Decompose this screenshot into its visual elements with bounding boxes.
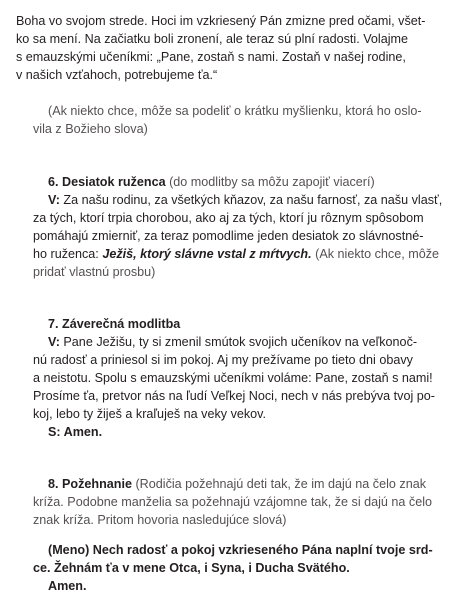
section7-line-2: nú radosť a priniesol si im pokoj. Aj my prežívame po tieto dni obavy: [33, 353, 413, 367]
section6-line-5: pridať vlastnú prosbu): [33, 265, 156, 279]
section6-line-4: [33, 246, 439, 264]
section6-line-4-note: (Ak niekto chce, môže: [311, 247, 440, 261]
section6-line-2: za tých, ktorí trpia chorobou, ako aj za tých, ktorí ju rôznym spôsobom: [33, 211, 424, 225]
section7-heading: 7. Záverečná modlitba: [48, 317, 181, 331]
intro-note-line-2: vila z Božieho slova): [33, 122, 148, 136]
section7-response: S: Amen.: [48, 425, 103, 439]
section6-line-1: [48, 192, 442, 210]
intro-note-line-1: (Ak niekto chce, môže sa podeliť o krátku myšlienku, ktorá ho oslo-: [48, 104, 422, 118]
section7-line-1-text: Pane Ježišu, ty si zmenil smútok svojich učeníkov na veľkonoč-: [59, 335, 418, 349]
intro-line-1: Boha vo svojom strede. Hoci im vzkriesený Pán zmizne pred očami, všet-: [16, 14, 426, 28]
section6-line-3: pomáhajú zmierniť, za teraz pomodlime jeden desiatok zo slávnostné-: [33, 229, 424, 243]
section6-v-label: V:: [48, 193, 60, 207]
section8-note-line-1: (Rodičia požehnajú deti tak, že im dajú na čelo znak: [131, 477, 427, 491]
section6-heading-note: (do modlitby sa môžu zapojiť viacerí): [165, 175, 375, 189]
section7-line-3: a neistotu. Spolu s emauzskými učeníkmi voláme: Pane, zostaň s nami!: [33, 371, 433, 385]
closing-line-2: ce. Žehnám ťa v mene Otca, i Syna, i Ducha Svätého.: [33, 561, 350, 575]
section6-line-1-text: Za našu rodinu, za všetkých kňazov, za našu farnosť, za našu vlasť,: [59, 193, 443, 207]
section7-v-label: V:: [48, 335, 60, 349]
section8-note-line-3: znak kríža. Pritom hovoria nasledujúce slová): [33, 513, 287, 527]
section7-line-5: koj, lebo ty žiješ a kraľuješ na veky vekov.: [33, 407, 267, 421]
section6-heading-line: [48, 174, 375, 192]
closing-amen: Amen.: [48, 579, 87, 593]
section7-line-4: Prosíme ťa, pretvor nás na ľudí Veľkej Noci, nech v nás prebýva tvoj po-: [33, 389, 435, 403]
section8-heading: 8. Požehnanie: [48, 477, 132, 491]
section8-heading-line: [48, 476, 426, 494]
closing-line-1: (Meno) Nech radosť a pokoj vzkrieseného Pána naplní tvoje srd-: [48, 543, 433, 557]
section6-line-4-start: ho ruženca:: [33, 247, 103, 261]
intro-line-4: v našich vzťahoch, potrebujeme ťa.“: [16, 68, 218, 82]
section6-heading: 6. Desiatok ruženca: [48, 175, 166, 189]
section6-mystery: Ježiš, ktorý slávne vstal z mŕtvych.: [102, 247, 312, 261]
section7-line-1: [48, 334, 417, 352]
intro-line-2: ko sa mení. Na začiatku boli zronení, ale teraz sú plní radosti. Volajme: [16, 32, 409, 46]
section8-note-line-2: kríža. Podobne manželia sa požehnajú vzájomne tak, že si dajú na čelo: [33, 495, 433, 509]
intro-line-3: s emauzskými učeníkmi: „Pane, zostaň s nami. Zostaň v našej rodine,: [16, 50, 406, 64]
